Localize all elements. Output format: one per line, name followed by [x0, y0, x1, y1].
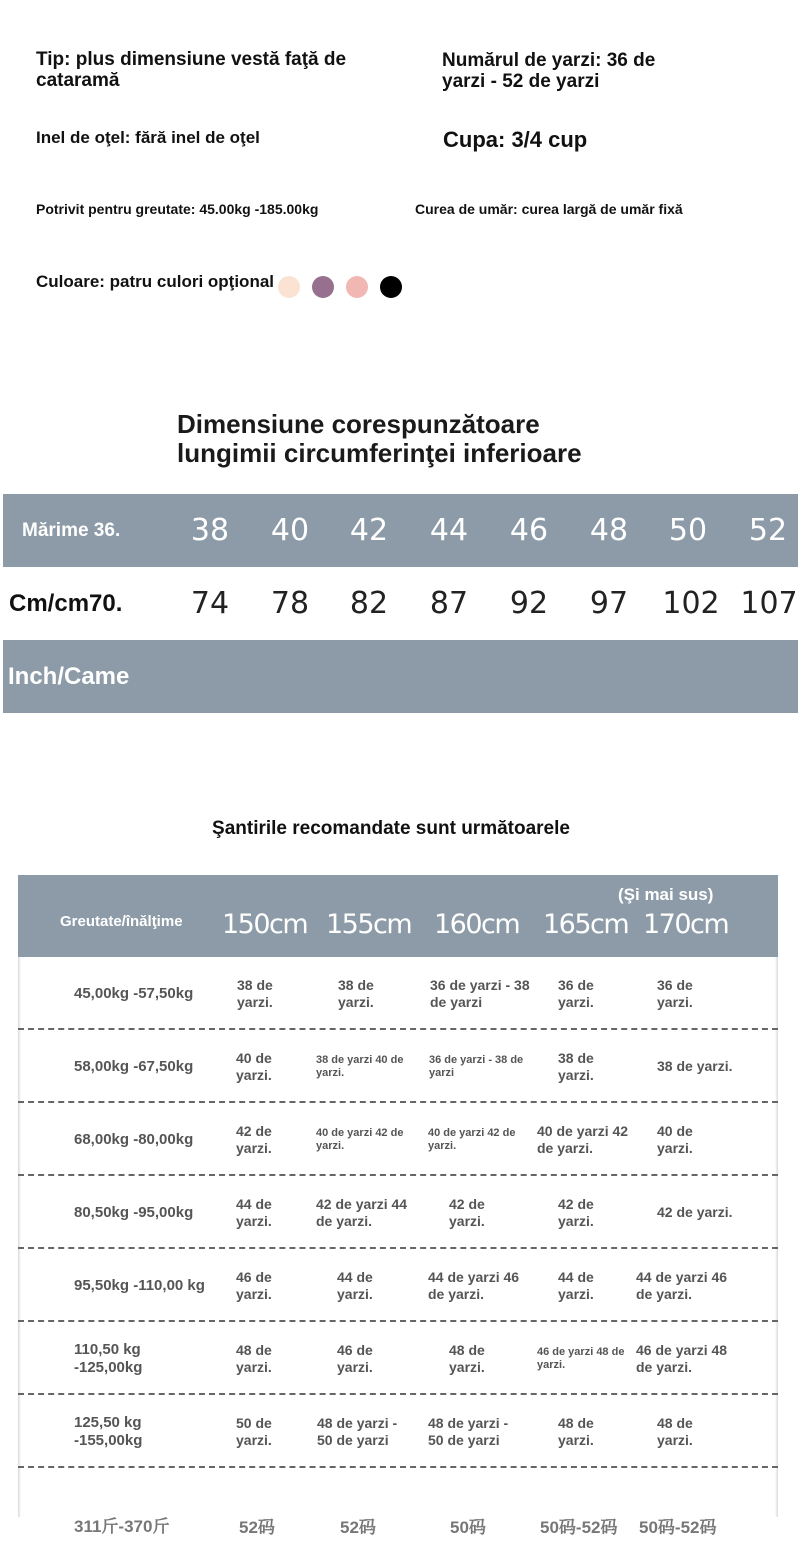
table-row — [18, 1030, 778, 1103]
size-cell: 46 de yarzi 48 de yarzi. — [537, 1345, 625, 1371]
weight-cell: 125,50 kg -155,00kg — [74, 1413, 143, 1449]
height-column-header: 155cm — [326, 909, 412, 940]
table-row — [18, 1249, 778, 1322]
size-cell: 36 de yarzi. — [657, 977, 693, 1010]
size-cell: 38 de yarzi 40 de yarzi. — [316, 1053, 404, 1079]
size-cell: 48 de yarzi. — [449, 1342, 485, 1375]
size-cell: 40 de yarzi. — [236, 1050, 272, 1083]
table-row — [18, 1395, 778, 1468]
shoulder-strap-info: Curea de umăr: curea largă de umăr fixă — [415, 201, 683, 217]
size-table-title-line1: Dimensiune corespunzătoare — [177, 409, 540, 439]
color-swatch-purple[interactable] — [312, 276, 334, 298]
table-row — [18, 957, 778, 1030]
size-cell: 48 de yarzi. — [657, 1415, 693, 1448]
size-cell: 50码-52码 — [540, 1517, 618, 1537]
height-column-header: 170cm — [643, 909, 729, 940]
weight-cell: 68,00kg -80,00kg — [74, 1130, 194, 1148]
height-column-header: 150cm — [222, 909, 308, 940]
size-cell: 42 — [349, 513, 389, 548]
size-cell: 46 de yarzi 48 de yarzi. — [636, 1342, 728, 1375]
recommendation-title: Şantirile recomandate sunt următoarele — [212, 818, 570, 839]
size-cell: 44 de yarzi. — [337, 1269, 373, 1302]
size-cell: 40 de yarzi 42 de yarzi. — [537, 1123, 629, 1156]
size-cell: 42 de yarzi. — [657, 1204, 733, 1221]
size-cell: 42 de yarzi. — [558, 1196, 594, 1229]
size-cell: 42 de yarzi 44 de yarzi. — [316, 1196, 408, 1229]
size-table-title-line2: lungimii circumferinţei inferioare — [177, 437, 582, 468]
size-cell: 40 de yarzi 42 de yarzi. — [316, 1126, 404, 1152]
recommendation-header — [18, 875, 778, 957]
height-column-header: 160cm — [434, 909, 520, 940]
table-row — [18, 1176, 778, 1249]
size-cell: 42 de yarzi. — [449, 1196, 485, 1229]
size-cell: 44 — [429, 513, 469, 548]
cm-row-label: Cm/cm70. — [9, 589, 123, 617]
size-cell: 48 — [589, 513, 629, 548]
cm-cell: 87 — [429, 586, 469, 621]
size-cell: 38 de yarzi. — [657, 1058, 733, 1075]
color-swatch-black[interactable] — [380, 276, 402, 298]
size-row-cm — [3, 567, 798, 640]
cm-cell: 102 — [662, 586, 720, 621]
size-cell: 50码-52码 — [639, 1517, 717, 1537]
size-cell: 50码 — [450, 1517, 486, 1537]
and-above-label: (Şi mai sus) — [618, 885, 714, 904]
size-cell: 40 de yarzi 42 de yarzi. — [428, 1126, 516, 1152]
size-cell: 48 de yarzi. — [236, 1342, 272, 1375]
color-swatch-pink[interactable] — [346, 276, 368, 298]
cm-cell: 107 — [740, 586, 798, 621]
color-swatches — [278, 276, 402, 298]
size-cell: 44 de yarzi 46 de yarzi. — [636, 1269, 728, 1302]
size-cell: 44 de yarzi 46 de yarzi. — [428, 1269, 520, 1302]
size-cell: 38 de yarzi. — [558, 1050, 594, 1083]
size-cell: 52 — [748, 513, 788, 548]
size-cell: 38 — [190, 513, 230, 548]
type-info: Tip: plus dimensiune vestă faţă de cataramă — [36, 49, 347, 91]
weight-suitability-info: Potrivit pentru greutate: 45.00kg -185.00kg — [36, 201, 319, 217]
size-cell: 52码 — [340, 1517, 376, 1537]
size-row-label: Mărime 36. — [22, 519, 121, 541]
weight-cell: 110,50 kg -125,00kg — [74, 1340, 143, 1376]
color-swatch-nude[interactable] — [278, 276, 300, 298]
size-cell: 46 de yarzi. — [236, 1269, 272, 1302]
size-cell: 40 de yarzi. — [657, 1123, 693, 1156]
cm-cell: 92 — [509, 586, 549, 621]
table-row — [18, 1322, 778, 1395]
size-cell: 50 — [668, 513, 708, 548]
cm-cell: 74 — [190, 586, 230, 621]
steel-ring-info: Inel de oţel: fără inel de oţel — [36, 128, 260, 147]
size-cell: 52码 — [239, 1517, 275, 1537]
size-cell: 36 de yarzi - 38 de yarzi — [430, 977, 530, 1010]
recommendation-table — [18, 875, 778, 1537]
cm-cell: 78 — [270, 586, 310, 621]
weight-height-label: Greutate/înălţime — [60, 913, 183, 930]
cm-cell: 97 — [589, 586, 629, 621]
size-cell: 40 — [270, 513, 310, 548]
size-cell: 46 de yarzi. — [337, 1342, 373, 1375]
size-cell: 38 de yarzi. — [338, 977, 374, 1010]
cm-cell: 82 — [349, 586, 389, 621]
size-cell: 46 — [509, 513, 549, 548]
size-table-title — [177, 410, 582, 467]
size-row-inch — [3, 640, 798, 713]
size-cell: 42 de yarzi. — [236, 1123, 272, 1156]
size-cell: 48 de yarzi - 50 de yarzi — [428, 1415, 509, 1448]
weight-cell: 58,00kg -67,50kg — [74, 1057, 194, 1075]
weight-cell: 311斤-370斤 — [74, 1517, 170, 1537]
weight-cell: 45,00kg -57,50kg — [74, 984, 194, 1002]
height-column-header: 165cm — [543, 909, 629, 940]
weight-cell: 95,50kg -110,00 kg — [74, 1276, 205, 1294]
cup-info: Cupa: 3/4 cup — [443, 127, 588, 152]
size-row-size — [3, 494, 798, 567]
inch-row-label: Inch/Came — [8, 662, 130, 690]
size-cell: 36 de yarzi - 38 de yarzi — [429, 1053, 524, 1079]
yard-range-info: Numărul de yarzi: 36 de yarzi - 52 de yarzi — [442, 50, 656, 92]
size-cell: 36 de yarzi. — [558, 977, 594, 1010]
table-row — [18, 1103, 778, 1176]
size-cell: 48 de yarzi - 50 de yarzi — [317, 1415, 398, 1448]
table-row — [18, 1468, 778, 1541]
recommendation-body — [18, 957, 778, 1537]
size-cell: 44 de yarzi. — [236, 1196, 272, 1229]
color-info: Culoare: patru culori opţional — [36, 272, 275, 291]
size-cell: 44 de yarzi. — [558, 1269, 594, 1302]
size-cell: 50 de yarzi. — [236, 1415, 272, 1448]
weight-cell: 80,50kg -95,00kg — [74, 1203, 194, 1221]
size-cell: 48 de yarzi. — [558, 1415, 594, 1448]
size-cell: 38 de yarzi. — [237, 977, 273, 1010]
